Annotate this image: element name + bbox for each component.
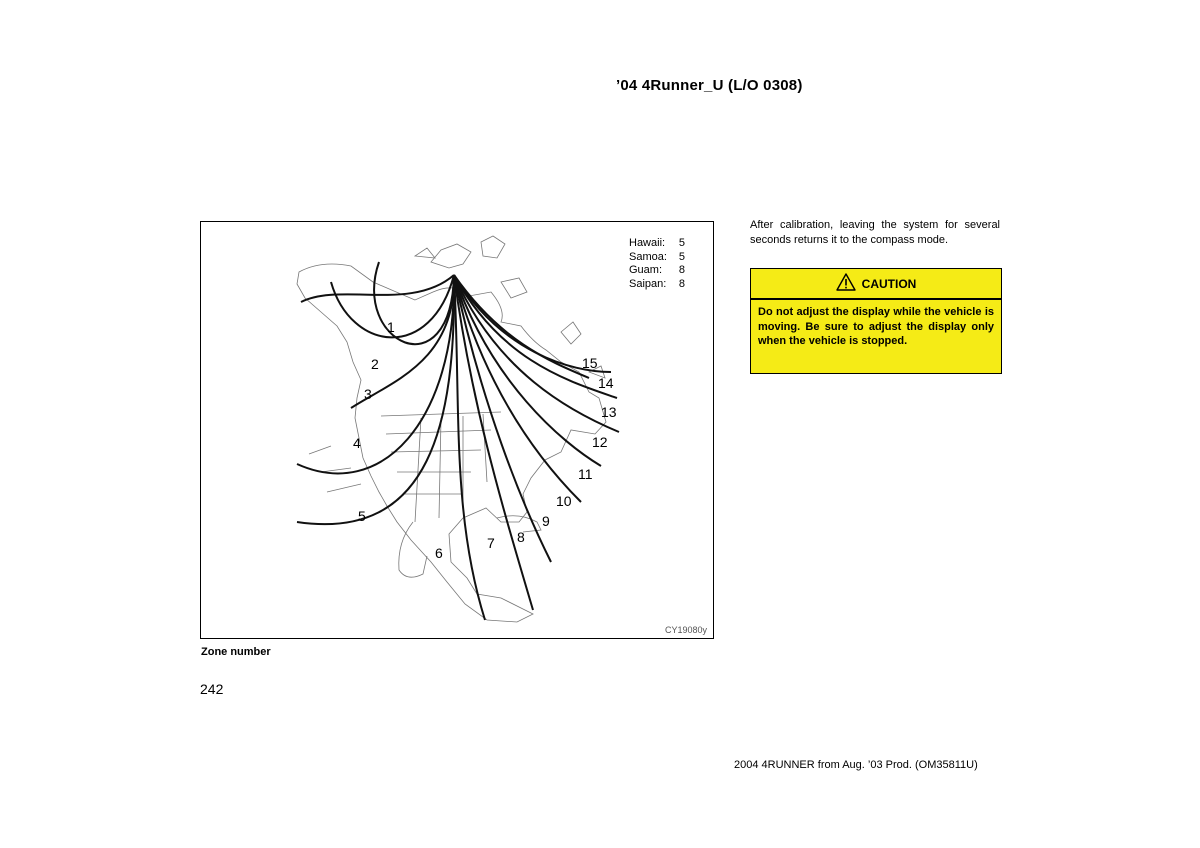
- zone-label: 6: [435, 545, 443, 561]
- zone-label: 3: [364, 386, 372, 402]
- zone-label: 14: [598, 375, 614, 391]
- zone-label: 8: [517, 529, 525, 545]
- zone-label: 1: [387, 319, 395, 335]
- island-name: Saipan:: [629, 277, 667, 290]
- warning-triangle-icon: [836, 273, 856, 294]
- list-item: [629, 251, 685, 265]
- island-zone: 8: [678, 277, 685, 290]
- caution-box: [750, 268, 1002, 374]
- figure-caption: Zone number: [201, 646, 271, 658]
- zone-label: 5: [358, 508, 366, 524]
- caution-text: Do not adjust the display while the vehicle is moving. Be sure to adjust the display only when the vehicle is stopped.: [758, 306, 994, 347]
- zone-curve: [301, 275, 454, 302]
- zone-label: 12: [592, 434, 608, 450]
- zone-label: 7: [487, 535, 495, 551]
- island-name: Hawaii:: [629, 237, 666, 249]
- figure-code: CY19080y: [664, 625, 707, 635]
- list-item: [629, 278, 685, 292]
- list-item: [629, 237, 685, 251]
- island-zone: 5: [678, 237, 685, 249]
- zone-curves: [297, 262, 619, 620]
- zone-label: 15: [582, 355, 598, 371]
- zone-label: 9: [542, 513, 550, 529]
- page-number: 242: [200, 681, 224, 697]
- caution-header: [751, 269, 1001, 300]
- zone-curve: [454, 275, 485, 620]
- island-zone: 5: [678, 250, 685, 263]
- zone-curve: [454, 275, 551, 562]
- caution-title: CAUTION: [861, 276, 917, 291]
- zone-label: 11: [578, 466, 593, 482]
- island-zone-list: [629, 237, 685, 291]
- list-item: [629, 264, 685, 278]
- zone-label: 4: [353, 435, 361, 451]
- compass-zone-map: [200, 221, 714, 639]
- zone-label: 13: [601, 404, 617, 420]
- zone-label: 10: [556, 493, 572, 509]
- zone-curve: [297, 275, 454, 524]
- island-name: Guam:: [629, 264, 663, 276]
- body-paragraph: After calibration, leaving the system for several seconds returns it to the compass mode.: [750, 219, 1000, 246]
- island-zone: 8: [678, 264, 685, 276]
- zone-curve: [454, 275, 617, 398]
- island-name: Samoa:: [629, 250, 667, 263]
- zone-label: 2: [371, 356, 379, 372]
- footer-text: 2004 4RUNNER from Aug. ’03 Prod. (OM35811U): [734, 759, 978, 771]
- header-title: ’04 4Runner_U (L/O 0308): [616, 77, 803, 94]
